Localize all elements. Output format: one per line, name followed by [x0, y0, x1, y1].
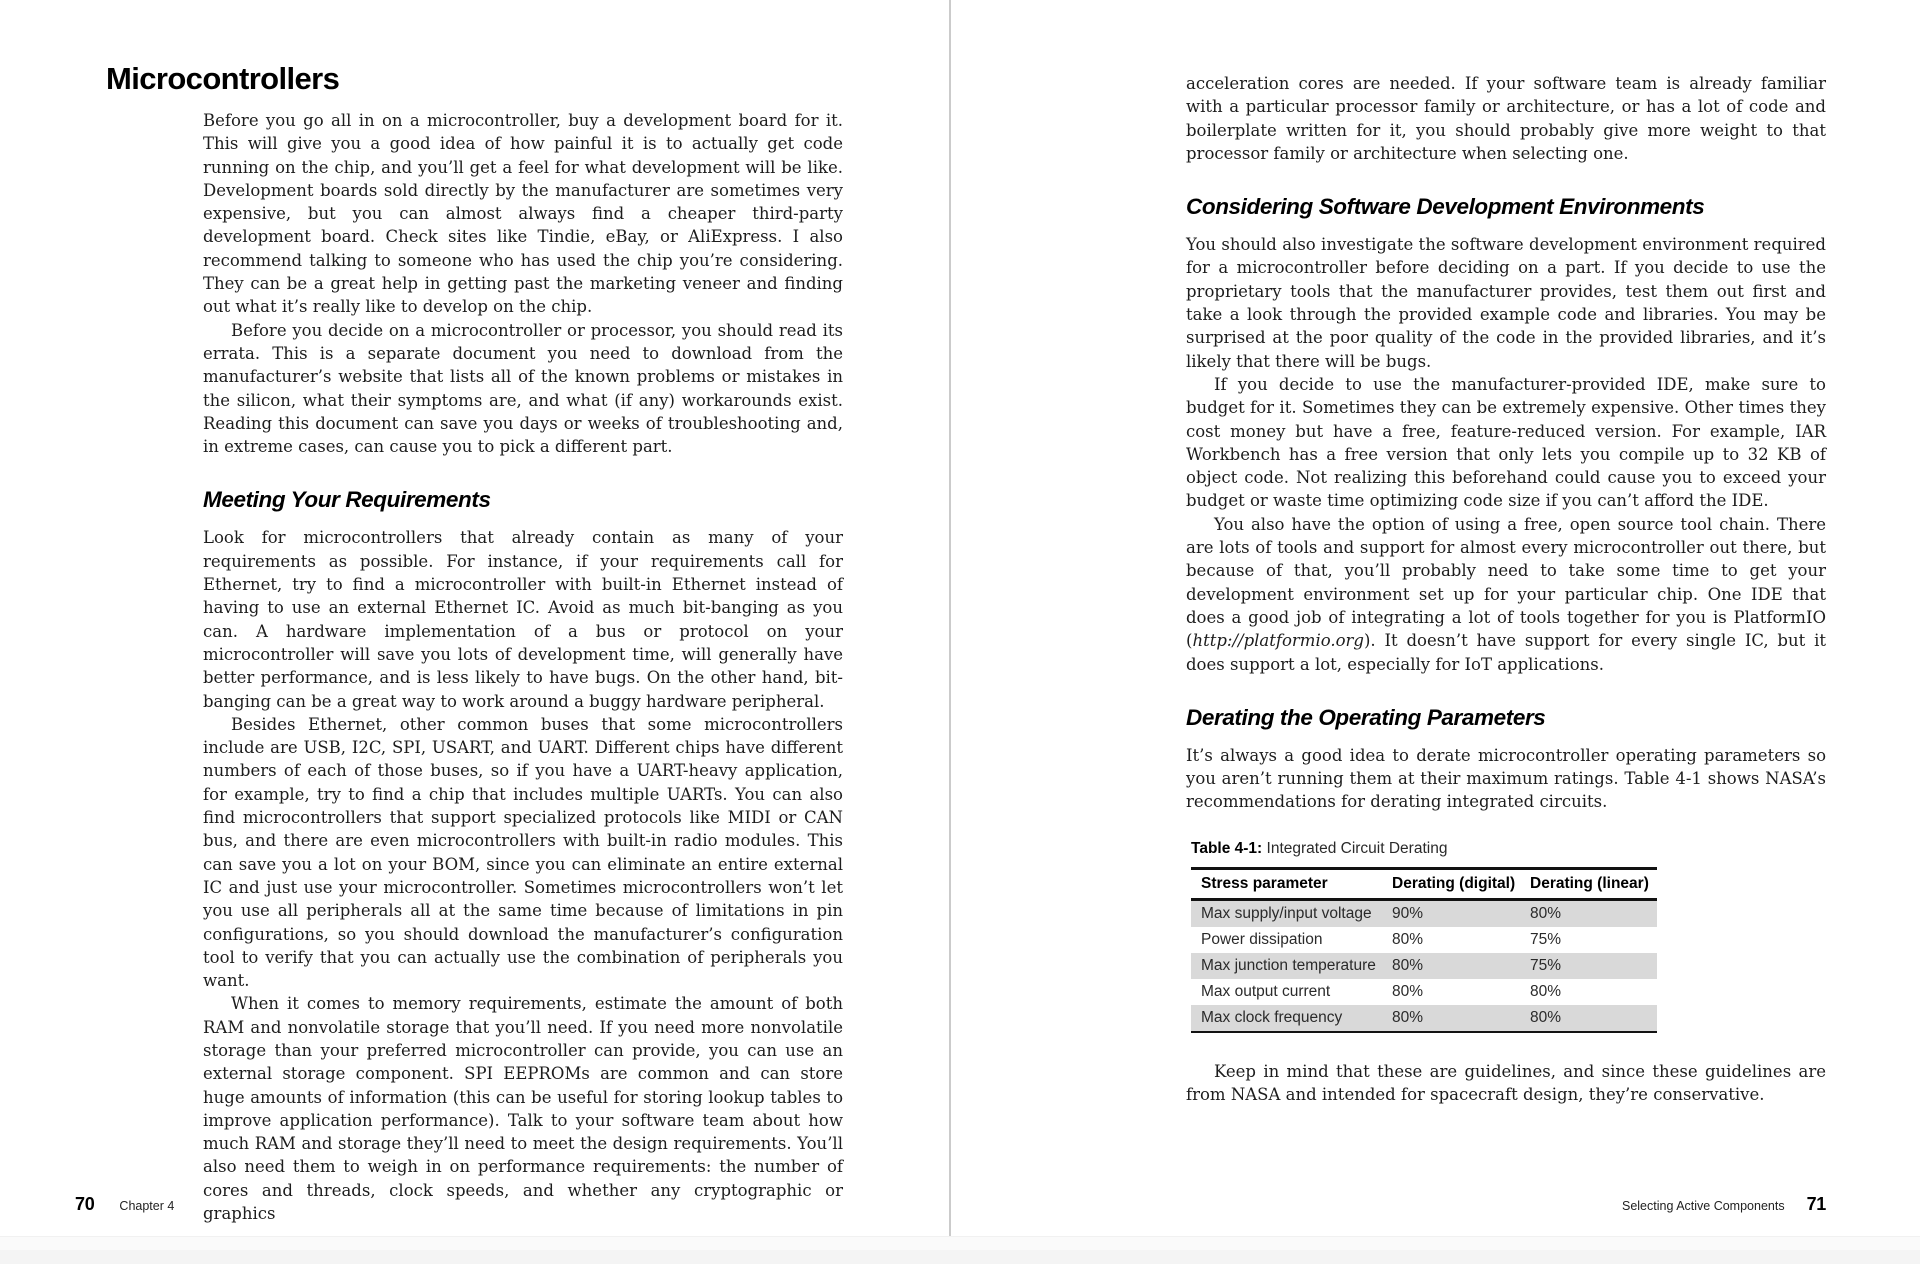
table-row — [1191, 899, 1657, 927]
table-cell: Max clock frequency — [1201, 1008, 1343, 1026]
table-cell: 75% — [1530, 930, 1562, 948]
table-cell: 80% — [1392, 930, 1424, 948]
table-cell: Power dissipation — [1201, 930, 1323, 948]
page-number: 71 — [1806, 1194, 1826, 1214]
column-header: Stress parameter — [1191, 868, 1392, 899]
table-caption-title: Integrated Circuit Derating — [1266, 839, 1448, 857]
bottom-edge-strip — [0, 1236, 1920, 1251]
left-page-footer — [75, 1194, 174, 1215]
table-cell: 75% — [1530, 956, 1562, 974]
body-paragraph: Besides Ethernet, other common buses that some microcontrollers include are USB, I2C, SPI, USART, and UART. Different chips have different numbers of each of those buses, so if you have a UART-heavy application, for example, try to find a chip that includes multiple UARTs. You can also find microcontrollers that support specialized protocols like MIDI or CAN bus, and there are even microcontrollers with built-in radio modules. This can save you a lot on your BOM, since you can eliminate an entire external IC and just use your microcontroller. Sometimes microcontrollers won’t let you use all peripherals all at the same time because of limitations in pin configurations, so you should download the manufacturer’s configuration tool to verify that you can actually use the combination of peripherals you want. — [203, 714, 843, 991]
table-caption — [1191, 840, 1826, 858]
column-header: Derating (digital) — [1392, 868, 1530, 899]
body-paragraph: Before you go all in on a microcontroller, buy a development board for it. This will give you a good idea of how painful it is to actually get code running on the chip, and you’ll get a feel for what development will be like. Development boards sold directly by the manufacturer are sometimes very expensive, but you can almost always find a cheaper third-party development board. Check sites like Tindie, eBay, or AliExpress. I also recommend talking to someone who has used the chip you’re considering. They can be a great help in getting past the marketing veneer and finding out what it’s really like to develop on the chip. — [203, 111, 843, 317]
page-gutter-divider — [949, 0, 951, 1236]
subsection-heading-derating-the-operating-parameters: Derating the Operating Parameters — [1186, 704, 1546, 730]
table-cell: 80% — [1392, 982, 1424, 1000]
body-paragraph: If you decide to use the manufacturer-provided IDE, make sure to budget for it. Sometimes they can be extremely expensive. Other times they cost money but have a free, feature-reduced version. For example, IAR Workbench has a free version that only lets you compile up to 32 KB of object code. Not realizing this beforehand could cause you to exceed your budget or waste time optimizing code size if you can’t afford the IDE. — [1186, 374, 1826, 511]
platformio-url: http://platformio.org — [1192, 631, 1364, 651]
table-row — [1191, 953, 1657, 979]
table-cell: Max junction temperature — [1201, 956, 1376, 974]
page-number: 70 — [75, 1194, 95, 1214]
column-header: Derating (linear) — [1530, 868, 1657, 899]
subsection-heading-considering-software-development-environments: Considering Software Development Environments — [1186, 194, 1705, 220]
body-paragraph — [1186, 513, 1826, 676]
running-footer-chapter: Chapter 4 — [119, 1199, 175, 1213]
table-caption-label: Table 4-1: — [1191, 839, 1263, 857]
paragraph-text: You also have the option of using a free, open source tool chain. There are lots of tools and support for almost every microcontroller out there, but because of that, you’ll probably need to take some time to get your development environment set up for your particular chip. One IDE that does a good job of integrating a lot of tools together for you is PlatformIO ( — [1186, 514, 1826, 651]
table-cell: Max supply/input voltage — [1201, 904, 1372, 922]
table-cell: 80% — [1530, 904, 1562, 922]
derating-table — [1191, 867, 1657, 1033]
right-page — [1186, 72, 1826, 1106]
table-row — [1191, 1005, 1657, 1032]
paragraph-text: ). It doesn’t have support for every single IC, but it does support a lot, especially for IoT applications. — [1186, 631, 1826, 674]
table-cell: Max output current — [1201, 982, 1331, 1000]
table-row — [1191, 927, 1657, 953]
table-cell: 80% — [1392, 956, 1424, 974]
table-cell: 90% — [1392, 904, 1424, 922]
table-header-row — [1191, 868, 1657, 899]
chapter-section-heading: Microcontrollers — [106, 61, 340, 96]
table-cell: 80% — [1530, 1008, 1562, 1026]
body-paragraph: Before you decide on a microcontroller or processor, you should read its errata. This is a separate document you need to download from the manufacturer’s website that lists all of the known problems or mistakes in the silicon, what their symptoms are, and what (if any) workarounds exist. Reading this document can save you days or weeks of troubleshooting and, in extreme cases, can cause you to pick a different part. — [203, 320, 843, 457]
body-paragraph: Keep in mind that these are guidelines, and since these guidelines are from NASA and intended for spacecraft design, they’re conservative. — [1186, 1061, 1826, 1105]
body-paragraph: You should also investigate the software development environment required for a microcontroller before deciding on a part. If you decide to use the proprietary tools that the manufacturer provides, test them out first and take a look through the provided example code and libraries. You may be surprised at the poor quality of the code in the provided libraries, and it’s likely that there will be bugs. — [1186, 235, 1826, 371]
body-paragraph: When it comes to memory requirements, estimate the amount of both RAM and nonvolatile storage that you’ll need. If you need more nonvolatile storage than your preferred microcontroller can provide, you can use an external storage component. SPI EEPROMs are common and can store huge amounts of information (this can be useful for storing lookup tables to improve application performance). Talk to your software team about how much RAM and storage they’ll need to meet the design requirements. You’ll also need them to weigh in on performance requirements: the number of cores and threads, clock speeds, and whether any cryptographic or graphics — [203, 994, 843, 1224]
bottom-edge-strip-2 — [0, 1250, 1920, 1264]
table-cell: 80% — [1530, 982, 1562, 1000]
body-paragraph: acceleration cores are needed. If your software team is already familiar with a particular processor family or architecture, or has a lot of code and boilerplate written for it, you should probably give more weight to that processor family or architecture when selecting one. — [1186, 74, 1826, 163]
right-page-footer — [1622, 1194, 1826, 1215]
subsection-heading-meeting-your-requirements: Meeting Your Requirements — [203, 487, 491, 513]
running-footer-section: Selecting Active Components — [1621, 1199, 1785, 1213]
body-paragraph: It’s always a good idea to derate microcontroller operating parameters so you aren’t running them at their maximum ratings. Table 4-1 shows NASA’s recommendations for derating integrated circuits. — [1186, 745, 1826, 812]
table-cell: 80% — [1392, 1008, 1424, 1026]
body-paragraph: Look for microcontrollers that already contain as many of your requirements as possible. For instance, if your requirements call for Ethernet, try to find a microcontroller with built-in Ethernet instead of having to use an external Ethernet IC. Avoid as much bit-banging as you can. A hardware implementation of a bus or protocol on your microcontroller will save you lots of development time, will generally have better performance, and is less likely to have bugs. On the other hand, bit-banging can be a great way to work around a buggy hardware peripheral. — [203, 528, 843, 711]
table-row — [1191, 979, 1657, 1005]
